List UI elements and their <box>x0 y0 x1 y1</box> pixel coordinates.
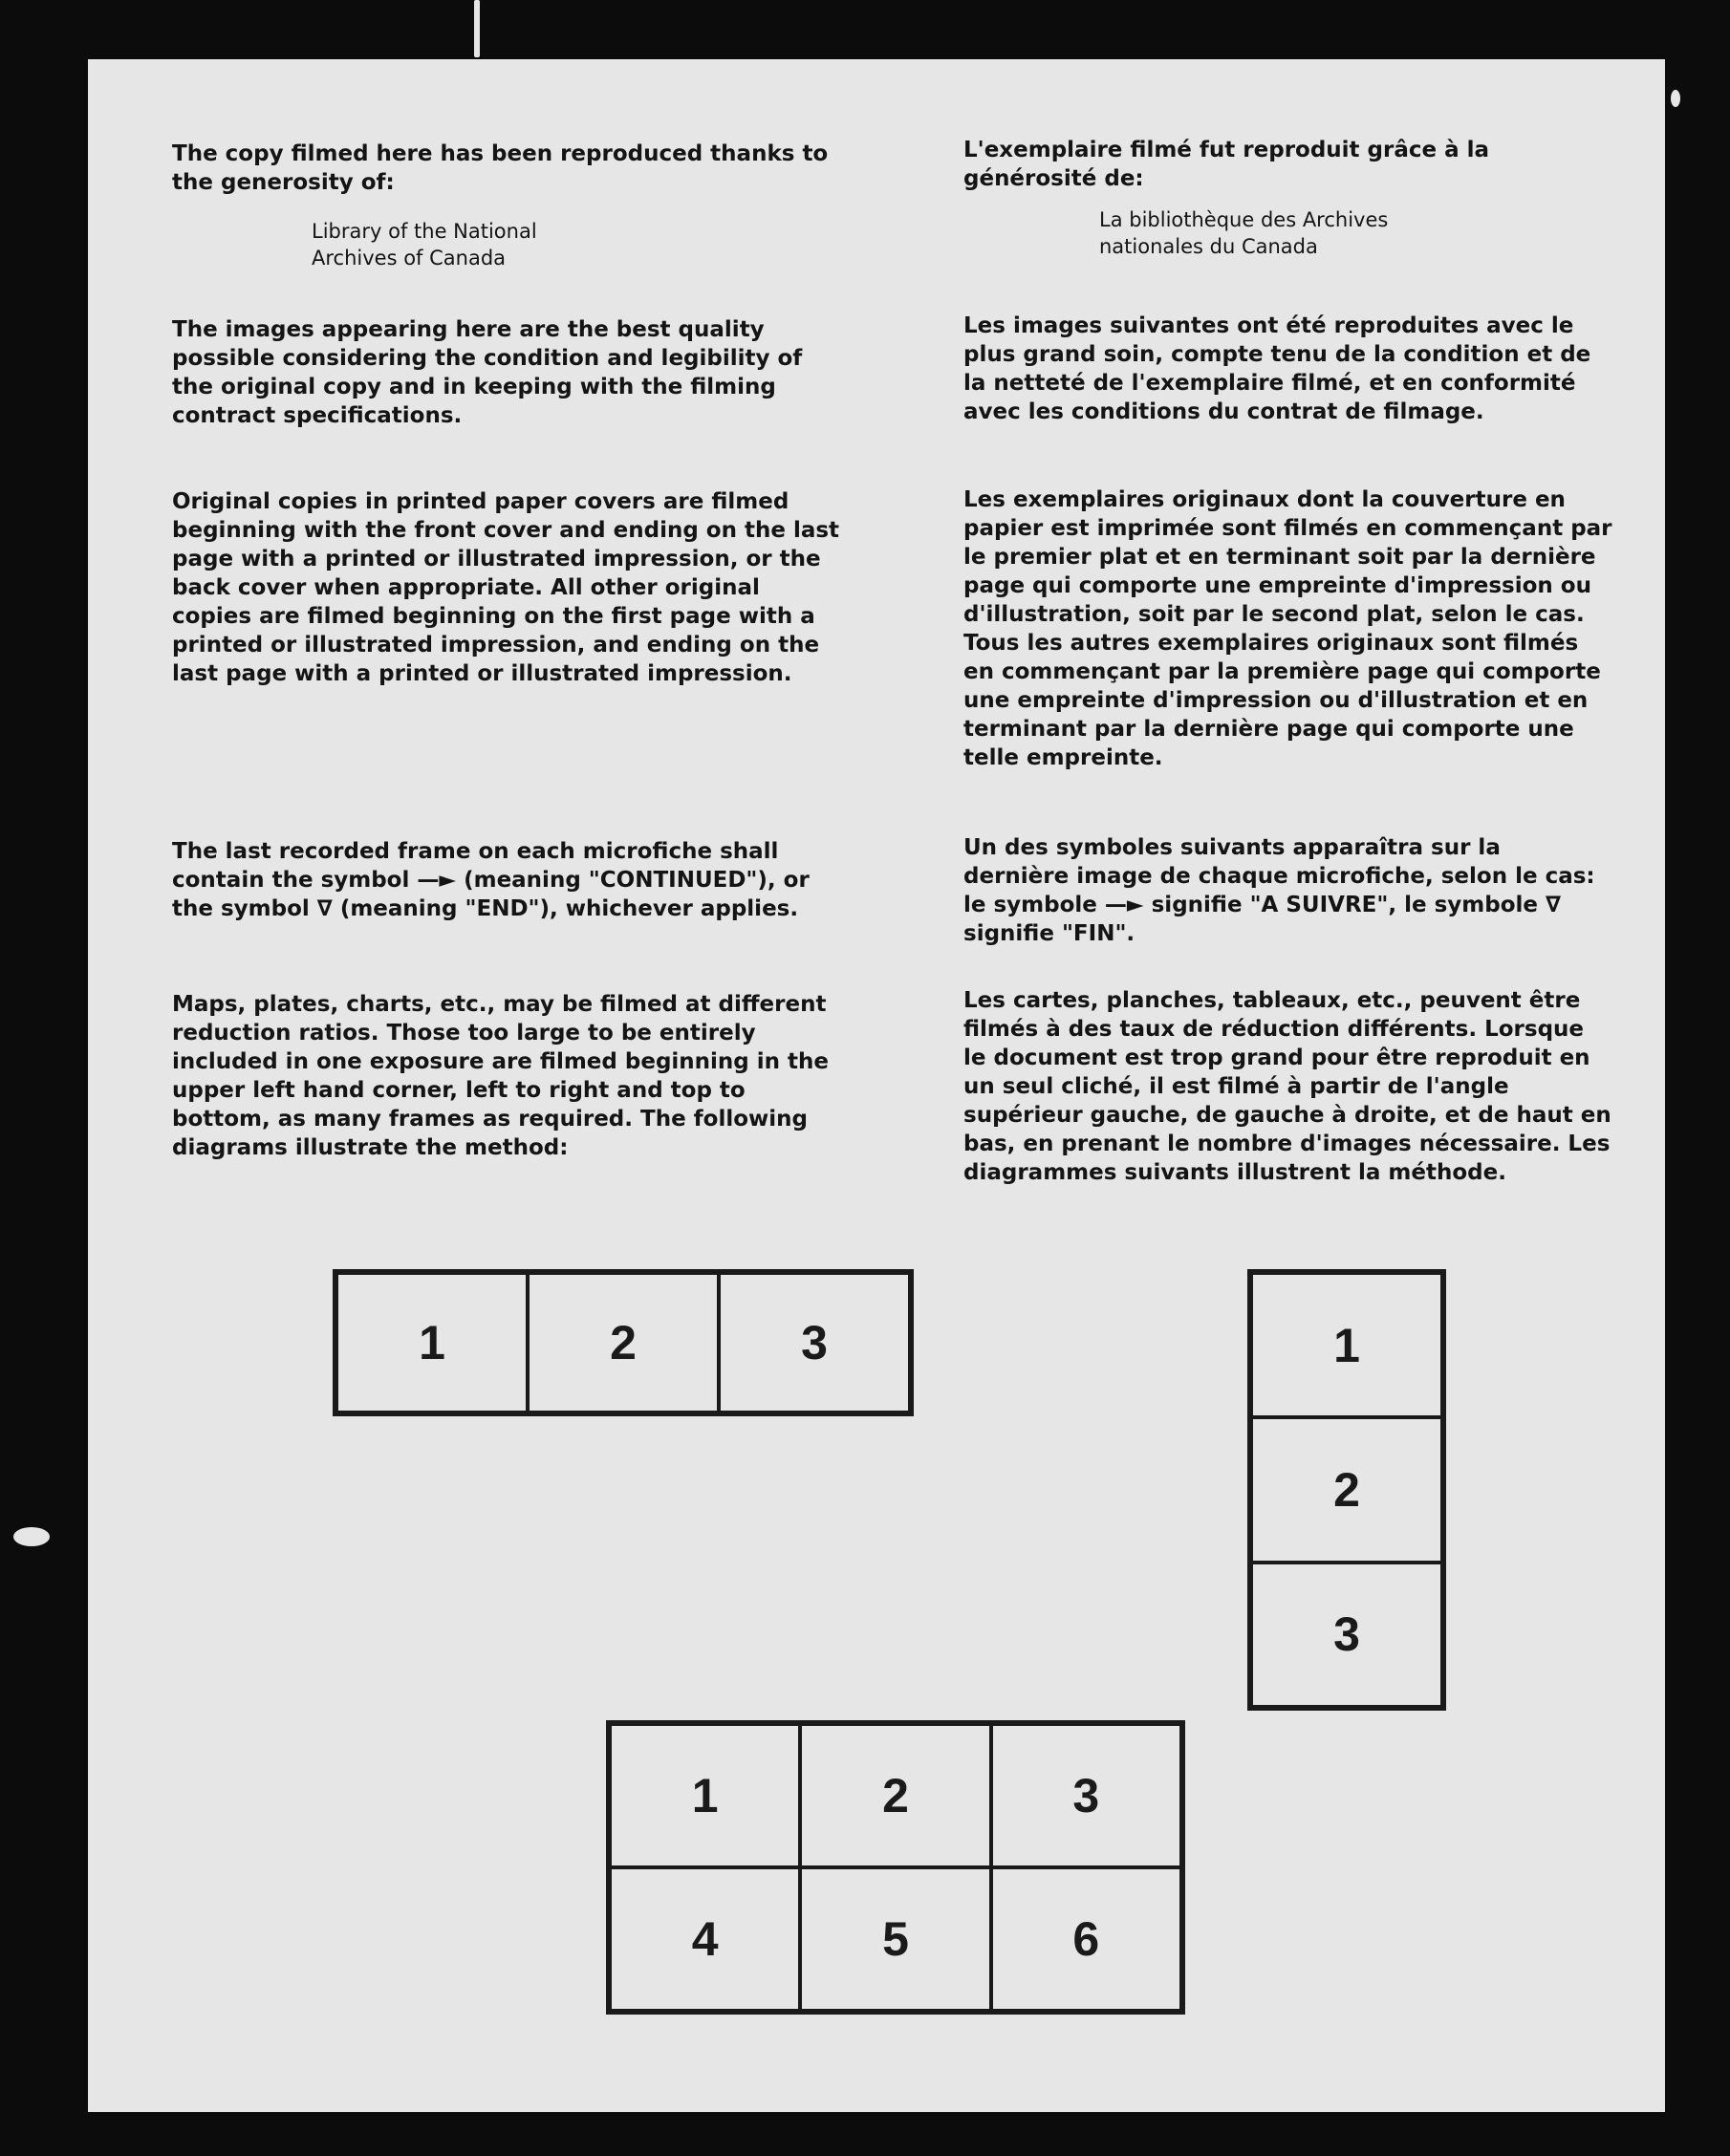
english-maps-paragraph: Maps, plates, charts, etc., may be filmed at different reduction ratios. Those too large to be entirely included in one exposure are filmed beginning in the upper left hand corner, left to right and top to bottom, as many frames as required. The following diagrams illustrate the method: <box>172 992 830 1160</box>
frame-cell: 3 <box>1251 1563 1442 1707</box>
film-speck <box>13 1527 50 1546</box>
end-triangle-icon: ∇ <box>1546 893 1562 917</box>
english-quality-paragraph: The images appearing here are the best quality possible considering the condition and legibility of the original copy and in keeping with the filming contract specifications. <box>172 317 803 428</box>
french-library-line-2: nationales du Canada <box>1099 235 1318 258</box>
english-library-line-1: Library of the National <box>312 220 537 243</box>
french-intro: L'exemplaire filmé fut reproduit grâce à la générosité de: <box>963 138 1490 191</box>
frame-cell: 2 <box>528 1273 719 1412</box>
english-symbols-text-3: (meaning "END"), whichever applies. <box>332 896 799 921</box>
frame-cell: 3 <box>719 1273 910 1412</box>
french-covers-paragraph: Les exemplaires originaux dont la couverture en papier est imprimée sont filmés en commençant par le premier plat et en terminant soit par la dernière page qui comporte une empreinte d'impression ou d'illustration, soit par le second plat, selon le cas. Tous les autres exemplaires originaux sont filmés en commençant par la première page qui comporte une empreinte d'impression ou d'illustration et en terminant par la dernière page qui comporte une telle empreinte. <box>963 487 1612 770</box>
english-library-line-2: Archives of Canada <box>312 247 507 270</box>
vertical-frame-diagram <box>1247 1269 1446 1711</box>
matrix-frame-diagram <box>606 1720 1185 2015</box>
film-speck <box>1671 90 1680 107</box>
french-symbols-text-2: signifie "A SUIVRE", le symbole <box>1143 893 1546 917</box>
english-intro: The copy filmed here has been reproduced thanks to the generosity of: <box>172 141 829 195</box>
english-covers-paragraph: Original copies in printed paper covers are filmed beginning with the front cover and ending on the last page with a printed or illustrated impression, or the back cover when appropriate. All other original copies are filmed beginning on the first page with a printed or illustrated impression, and ending on the last page with a printed or illustrated impression. <box>172 489 840 686</box>
french-column <box>963 59 1613 1302</box>
french-maps-paragraph: Les cartes, planches, tableaux, etc., peuvent être filmés à des taux de réduction différents. Lorsque le document est trop grand pour être reproduit en un seul cliché, il est filmé à partir de l'angle supérieur gauche, de gauche à droite, et de haut en bas, en prenant le nombre d'images nécessaire. Les diagrammes suivants illustrent la méthode. <box>963 988 1611 1185</box>
english-symbols-text-2: (meaning "CONTINUED"), or the symbol <box>172 868 810 921</box>
document-page <box>88 59 1665 2112</box>
frame-cell: 3 <box>991 1724 1181 1867</box>
frame-cell: 1 <box>610 1724 800 1867</box>
continued-arrow-icon: —► <box>1104 893 1144 917</box>
french-symbols-paragraph <box>963 833 1613 948</box>
english-symbols-text-1: The last recorded frame on each microfiche shall contain the symbol <box>172 839 779 893</box>
frame-cell: 1 <box>1251 1273 1442 1417</box>
frame-cell: 4 <box>610 1867 800 2011</box>
french-symbols-text-3: signifie "FIN". <box>963 921 1135 946</box>
frame-cell: 5 <box>800 1867 990 2011</box>
english-symbols-paragraph <box>172 837 841 923</box>
french-quality-paragraph: Les images suivantes ont été reproduites avec le plus grand soin, compte tenu de la condition et de la netteté de l'exemplaire filmé, et en conformité avec les conditions du contrat de filmage. <box>963 313 1591 424</box>
french-symbols-text-1: Un des symboles suivants apparaîtra sur la dernière image de chaque microfiche, selon le cas: le symbole <box>963 835 1595 917</box>
french-library-line-1: La bibliothèque des Archives <box>1099 208 1389 231</box>
horizontal-frame-diagram <box>333 1269 914 1416</box>
end-triangle-icon: ∇ <box>316 896 333 921</box>
frame-cell: 2 <box>1251 1417 1442 1562</box>
english-column <box>172 59 841 1302</box>
frame-cell: 6 <box>991 1867 1181 2011</box>
continued-arrow-icon: —► <box>417 868 457 893</box>
frame-cell: 1 <box>336 1273 528 1412</box>
film-scratch <box>474 0 480 57</box>
frame-cell: 2 <box>800 1724 990 1867</box>
